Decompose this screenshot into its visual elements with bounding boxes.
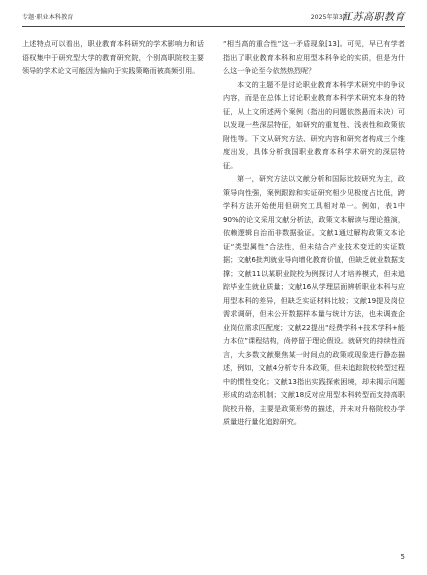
paragraph: 上述特点可以看出，职业教育本科研究的学术影响力和话语权集中于研究型大学的教育研究院，个别高职院校主要领导的学术论文可能因为偏向于实践策略而被高频引用。	[22, 39, 204, 75]
issue-label: 2025年第3期	[310, 14, 349, 21]
journal-logo: 江苏高职教育	[342, 12, 405, 23]
paragraph: 本文的主题不是讨论职业教育本科学术研究中的争议内容，而是在总体上讨论职业教育本科学术研究本身的特征，从上文所述两个案例（指出的问题依然悬而未决）可以发现一些深层特征，如研究的重复性、浅表性和政策依附性等。下文从研究方法、研究内容和研究者构成三个维度出发，具体分析我国职业教育本科学术研究的深层特征。	[223, 79, 405, 170]
page-number: 5	[400, 553, 405, 561]
page-header	[22, 6, 405, 30]
header-divider	[22, 26, 405, 27]
paragraph: 第一，研究方法以文献分析和国际比较研究为主，政策导向性强，案例跟踪和实证研究相少见极度占比低，跨学科方法开始使用但研究工具相对单一。例如，表1中90%的论文采用文献分析法，政策文本解读与理论推演，依赖逻辑自治而非数据验证。文献1通过解构政策文本论证“类型属性”合法性，但未结合产业技术变迁的实证数据；文献6批判就业导向增化教育价值，但缺乏就业数据支撑；文献11以某职业院校为例探讨人才培养模式，但未追踪毕业生就业质量；文献16从学理层面辨析职业本科与应用型本科的差异，但缺乏实证材料比较；文献19提及岗位需求调研，但未公开数据样本量与统计方法，也未调查企业岗位需求匹配度；文献22提出“经费学科+技术学科+能力本位”课程结构，尚停留于理论假设。就研究的持续性而言，大多数文献聚焦某一时间点的政策或现象进行静态描述，例如，文献4分析专升本政策，但未追踪院校转型过程中的惯性变化；文献13指出实践探索困境，却未揭示问题形成的动态机制；文献18反对应用型本科转型而支持高职院校升格，主要是政策形势的描述，并未对升格院校办学质量进行量化追踪研究。	[223, 174, 405, 426]
right-text-column	[223, 37, 405, 429]
paragraph: “相当高的重合性”这一矛盾现象[13]。可见，早已有学者指出了职业教育本科和应用型本科争论的实质，但是为什么这一争论至今依然热烈呢？	[223, 39, 405, 75]
left-text-column	[22, 37, 204, 78]
section-label: 专题·职业本科教育	[22, 14, 74, 21]
